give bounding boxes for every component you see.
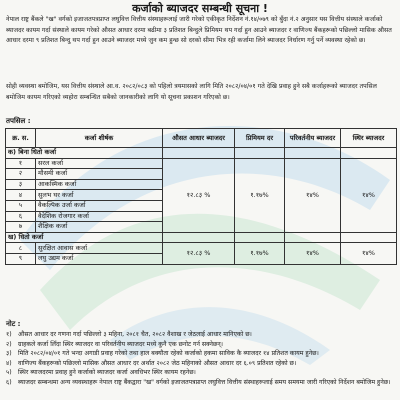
note-marker: २) (6, 340, 12, 348)
group-label-secured: ख) धितो कर्जा (6, 232, 163, 243)
group-row-unsecured (6, 148, 397, 159)
notes-title: नोट : (6, 320, 21, 328)
row-loan-name: मौसमी कर्जा (36, 169, 163, 180)
row-loan-name: सरल कर्जा (36, 158, 163, 169)
note-text: ग्राहकले कर्जा लिँदा स्थिर ब्याजदर वा परिवर्तनीय ब्याजदर मध्ये कुनै एक छनोट गर्न सक्नेछन्। (18, 340, 224, 348)
group1-base-rate: १२.८३ % (163, 158, 235, 232)
row-sn: ७ (6, 222, 36, 233)
row-sn: ९ (6, 253, 36, 264)
note-item (6, 359, 396, 369)
group2-fixed-rate: १४% (341, 243, 397, 264)
page-title: कर्जाको ब्याजदर सम्बन्धी सूचना ! (132, 2, 268, 15)
group2-premium: १.१७% (235, 243, 285, 264)
group2-variable-rate: १४% (285, 243, 341, 264)
note-text: ब्याजदर सम्बन्धमा अन्य व्यवस्थाहरू नेपाल राष्ट्र बैंकद्वारा "ख" वर्गको इजाजतपत्रप्राप्त लघुवित्त वित्तीय संस्थाहरूलाई समय समयमा जारी गरिएको निर्देशन बमोजिम हुनेछ। (18, 378, 391, 386)
row-loan-name: सुरक्षित आवास कर्जा (36, 243, 163, 254)
row-sn: ४ (6, 190, 36, 201)
note-item (6, 368, 396, 378)
note-marker: ६) (6, 378, 12, 386)
note-marker: ३) (6, 350, 12, 358)
row-sn: १ (6, 158, 36, 169)
note-item (6, 378, 396, 388)
group1-variable-rate: १४% (285, 158, 341, 232)
note-text: स्थिर ब्याजदरमा प्रवाह हुने कर्जाको ब्याजदर कर्जा अवधिभर स्थिर कायम रहनेछ। (18, 369, 196, 377)
details-label: तपसिल : (6, 117, 31, 125)
row-loan-name: लघु उद्यम कर्जा (36, 253, 163, 264)
header-premium: प्रिमियम दर (235, 129, 285, 148)
interest-rate-table (5, 128, 397, 265)
group-row-secured (6, 232, 397, 243)
header-fixed-rate: स्थिर ब्याजदर (341, 129, 397, 148)
row-loan-name: वैकल्पिक उर्जा कर्जा (36, 200, 163, 211)
notes-list (6, 330, 396, 400)
note-marker: १) (6, 331, 12, 338)
announcement-paragraph: सोही व्यवस्था बमोजिम, यस वित्तीय संस्थाले आ.व. २०८२/०८३ को पहिलो त्रयमासको लागि मिति २०८२/०४/०१ गते देखि प्रवाह हुने सबै कर्जाहरूको ब्याजदर तपसिल बमोजिम कायम गरिएको व्यहोरा सम्बन्धित सबैको जानकारीको लागि यो सूचना प्रकाशन गरिएको छ। (6, 83, 377, 101)
row-sn: ५ (6, 200, 36, 211)
row-loan-name: वैदेशिक रोजगार कर्जा (36, 211, 163, 222)
group1-premium: १.१७% (235, 158, 285, 232)
header-variable-rate: परिवर्तनीय ब्याजदर (285, 129, 341, 148)
group2-base-rate: १२.८३ % (163, 243, 235, 264)
note-text: वाणिज्य बैंकहरूको पछिल्लो मासिक औसत आधार दर अर्थात २०८२ जेठ महिनाको औसत आधार दर ६.०९ प्रतिशत रहेको छ। (18, 359, 297, 367)
note-marker: ४) (6, 359, 12, 367)
table-row (6, 158, 397, 169)
note-item (6, 349, 396, 359)
note-text: औसत आधार दर गणना गर्दा पछिल्लो ३ महिना, २०८१ चैत, २०८२ वैशाख र जेठलाई आधार मानिएको छ। (18, 331, 252, 338)
header-sn: क्र. स. (6, 129, 36, 148)
row-sn: ३ (6, 179, 36, 190)
row-sn: २ (6, 169, 36, 180)
table-header-row (6, 129, 397, 148)
row-sn: ८ (6, 243, 36, 254)
header-base-rate: औसत आधार ब्याजदर (163, 129, 235, 148)
header-loan-title: कर्जा शीर्षक (36, 129, 163, 148)
table-row (6, 243, 397, 254)
row-loan-name: आकस्मिक कर्जा (36, 179, 163, 190)
group1-fixed-rate: १४% (341, 158, 397, 232)
row-sn: ६ (6, 211, 36, 222)
note-item (6, 330, 396, 340)
note-item (6, 340, 396, 350)
row-loan-name: सुलभ घर कर्जा (36, 190, 163, 201)
intro-paragraph: नेपाल राष्ट्र बैंकले "ख" वर्गको इजाजतपत्रप्राप्त लघुवित्त वित्तीय संस्थाहरूलाई जारी गरेको एकीकृत निर्देशन नं.१४/०७९ को बुँदा नं.२ अनुसार यस वित्तीय संस्थाले कर्जाको ब्याजदर कायम गर्दा संस्थाले कायम गरेको औसत आधार दरमा बढीमा ३ प्रतिशत बिन्दुले प्रिमियम थप गर्दा हुन आउने ब्याजदर र वाणिज्य बैंकहरूको पछिल्लो मासिक औसत आधार दरमा ९ प्रतिशत बिन्दु थप गर्दा हुन आउने ब्याजदर मध्ये जुन कम हुन्छ सो दरको सीमा भित्र रही कर्जामा लिने ब्याजदर निर्धारण गर्नु पर्ने व्यवस्था रहेको छ। (6, 16, 392, 45)
group-label-unsecured: क) बिना धितो कर्जा (6, 148, 163, 159)
note-marker: ५) (6, 369, 12, 377)
note-text: मिति २०८२/०४/०१ गते भन्दा अगाडी प्रवाह गरेको तथा हाल बक्यौता रहेको कर्जाको हकमा साविक कै ब्याजदर १४ प्रतिशत कायम हुनेछ। (18, 350, 319, 358)
row-loan-name: शैक्षिक कर्जा (36, 222, 163, 233)
